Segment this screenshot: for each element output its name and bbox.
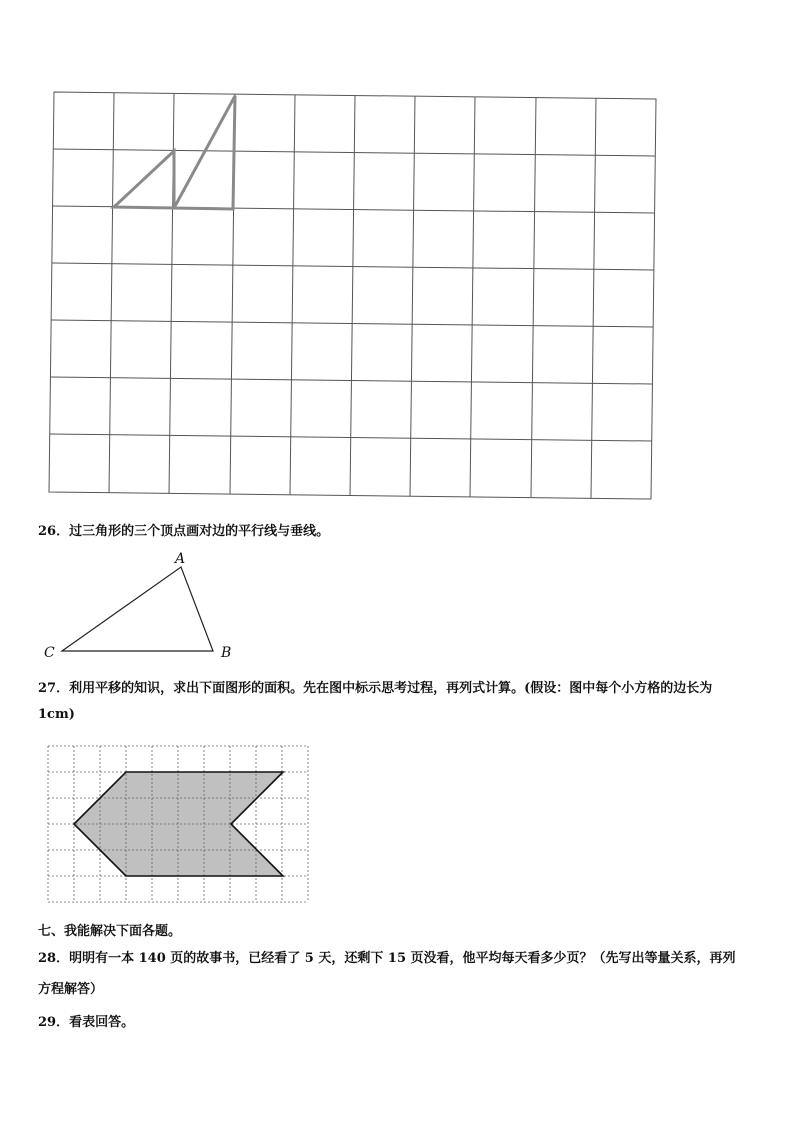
grid-25-triangles xyxy=(114,96,235,209)
question-29-text: 29．看表回答。 xyxy=(38,1015,135,1030)
triangle-abc-shape xyxy=(62,567,213,651)
vertex-c-label: C xyxy=(44,645,55,661)
question-28-line2: 方程解答） xyxy=(38,982,104,997)
grid-25-vline xyxy=(591,98,596,498)
section-7-title: 七、我能解决下面各题。 xyxy=(38,924,182,939)
vertex-a-label: A xyxy=(175,551,186,567)
grid-25-vline xyxy=(350,96,355,496)
grid-25-vline xyxy=(531,97,536,497)
grid-25 xyxy=(0,0,794,520)
vertex-b-label: B xyxy=(221,645,232,661)
question-27-line1: 27．利用平移的知识，求出下面图形的面积。先在图中标示思考过程，再列式计算。(假设：图中每个小方格的边长为 xyxy=(38,681,713,696)
small-triangle xyxy=(114,151,174,208)
grid-25-vline xyxy=(470,97,475,497)
grid-25-vline xyxy=(109,93,114,493)
question-26-text: 26．过三角形的三个顶点画对边的平行线与垂线。 xyxy=(38,524,330,539)
grid-27 xyxy=(0,740,330,910)
question-28-line1: 28．明明有一本 140 页的故事书，已经看了 5 天，还剩下 15 页没看，他平均每天看多少页？（先写出等量关系，再列 xyxy=(38,951,736,966)
large-triangle xyxy=(174,96,235,209)
grid-25-vline xyxy=(290,95,295,495)
question-27-line2: 1cm) xyxy=(38,707,75,722)
grid-25-lines xyxy=(49,92,656,499)
grid-25-vline xyxy=(410,96,415,496)
